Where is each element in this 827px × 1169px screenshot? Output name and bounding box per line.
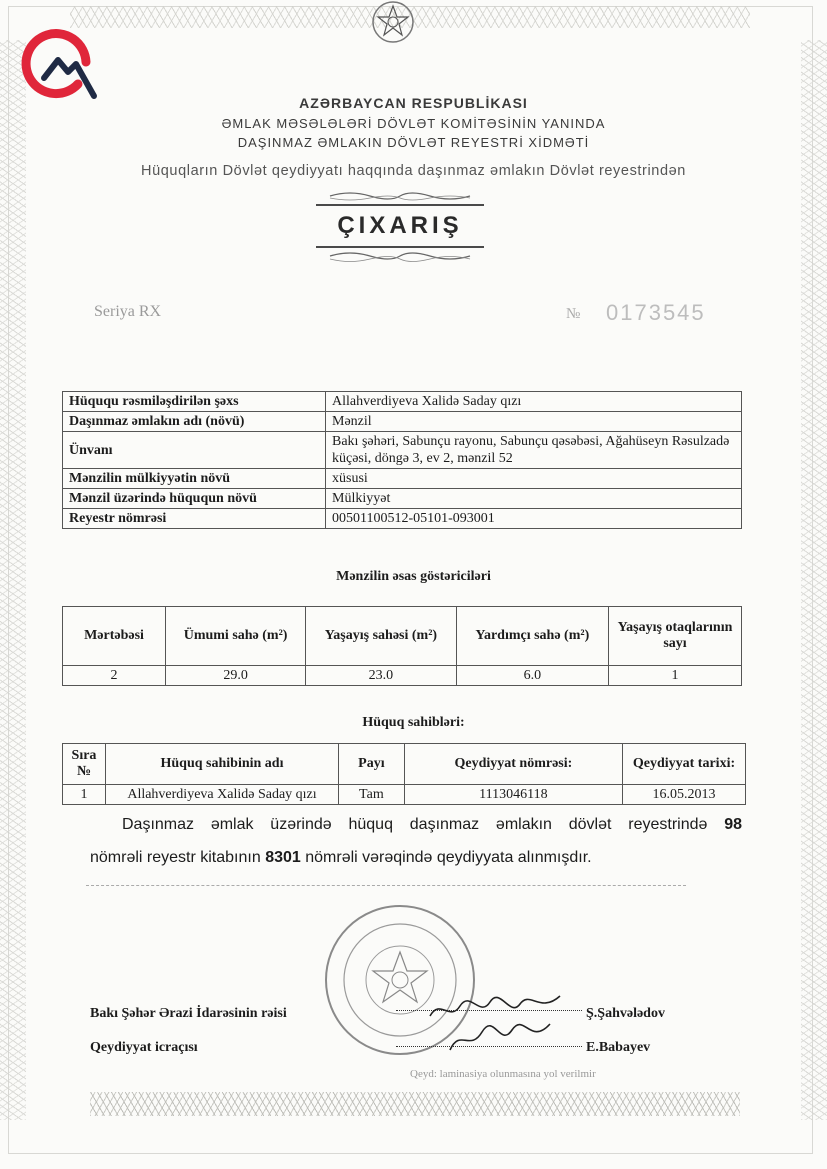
document-title: ÇIXARIŞ [337,212,463,239]
info-label: Mənzil üzərində hüququn növü [63,489,326,509]
table-cell: 16.05.2013 [623,785,746,805]
header-subtitle: Hüquqların Dövlət qeydiyyatı haqqında daşınmaz əmlakın Dövlət reyestrindən [141,163,686,179]
column-header: Hüquq sahibinin adı [106,744,339,785]
table-row [63,509,742,529]
signatory-name-1: Ş.Şahvələdov [586,1006,665,1021]
info-label: Reyestr nömrəsi [63,509,326,529]
state-emblem-icon [360,0,426,50]
column-header: Yaşayış sahəsi (m²) [306,607,456,666]
table-row [63,412,742,432]
registration-statement [90,808,742,874]
info-label: Hüququ rəsmiləşdirilən şəxs [63,392,326,412]
owners-table [62,743,746,805]
header-republic: AZƏRBAYCAN RESPUBLİKASI [299,95,528,111]
header-committee: ƏMLAK MƏSƏLƏLƏRİ DÖVLƏT KOMİTƏSİNİN YANINDA [221,116,606,131]
registry-sheet-number: 8301 [265,849,301,866]
table-row [63,785,746,805]
registration-text-part3: nömrəli vərəqində qeydiyyata alınmışdır. [305,849,592,866]
info-label: Ünvanı [63,432,326,469]
table-cell: 1113046118 [404,785,622,805]
signatory-name-2: E.Babayev [586,1040,651,1055]
document-number: 0173545 [606,300,706,325]
registration-text-part1: Daşınmaz əmlak üzərində hüquq daşınmaz əmlakın dövlət reyestrində [122,816,708,833]
table-cell: 2 [63,666,166,686]
info-value: Mülkiyyət [326,489,742,509]
registration-text-part2: nömrəli reyestr kitabının [90,849,261,866]
signatory-role-1: Bakı Şəhər Ərazi İdarəsinin rəisi [90,1006,287,1021]
table-row [63,489,742,509]
column-header: Sıra № [63,744,106,785]
column-header: Mərtəbəsi [63,607,166,666]
divider-line [86,885,686,886]
header-service: DAŞINMAZ ƏMLAKIN DÖVLƏT REYESTRİ XİDMƏTİ [237,135,590,150]
indicators-table [62,606,742,686]
flourish-bottom-icon [325,250,475,264]
handwritten-signature-icon [420,988,590,1058]
title-rule-bottom [316,246,484,248]
table-row [63,392,742,412]
info-label: Daşınmaz əmlakın adı (növü) [63,412,326,432]
indicators-title: Mənzilin əsas göstəriciləri [336,569,491,584]
title-block [310,190,490,280]
registry-book-number: 98 [724,816,743,833]
info-value: Mənzil [326,412,742,432]
table-cell: 1 [63,785,106,805]
column-header: Ümumi sahə (m²) [166,607,306,666]
table-cell: 23.0 [306,666,456,686]
flourish-top-icon [325,190,475,202]
table-cell: Tam [339,785,405,805]
column-header: Yaşayış otaqlarının sayı [609,607,742,666]
column-header: Payı [339,744,405,785]
info-value: 00501100512-05101-093001 [326,509,742,529]
table-header-row [63,744,746,785]
table-cell: 29.0 [166,666,306,686]
column-header: Qeydiyyat tarixi: [623,744,746,785]
registration-line-1 [90,808,742,841]
info-value: xüsusi [326,469,742,489]
brand-logo-icon [20,22,100,102]
bottom-ornament [90,1092,740,1116]
series-label: Seriya RX [94,303,162,320]
table-header-row [63,607,742,666]
info-label: Mənzilin mülkiyyətin növü [63,469,326,489]
lamination-note: Qeyd: laminasiya olunmasına yol verilmir [410,1068,596,1080]
table-row [63,666,742,686]
table-row [63,432,742,469]
info-value: Bakı şəhəri, Sabunçu rayonu, Sabunçu qəsəbəsi, Ağahüseyn Rəsulzadə küçəsi, döngə 3, ev 2, mənzil 52 [326,432,742,469]
column-header: Qeydiyyat nömrəsi: [404,744,622,785]
info-table [62,391,742,529]
table-row [63,469,742,489]
table-cell: 6.0 [456,666,608,686]
owners-title: Hüquq sahibləri: [362,715,465,730]
table-cell: 1 [609,666,742,686]
number-sign: № [566,306,581,322]
table-cell: Allahverdiyeva Xalidə Saday qızı [106,785,339,805]
title-rule-top [316,204,484,206]
info-value: Allahverdiyeva Xalidə Saday qızı [326,392,742,412]
signatory-role-2: Qeydiyyat icraçısı [90,1040,198,1055]
column-header: Yardımçı sahə (m²) [456,607,608,666]
